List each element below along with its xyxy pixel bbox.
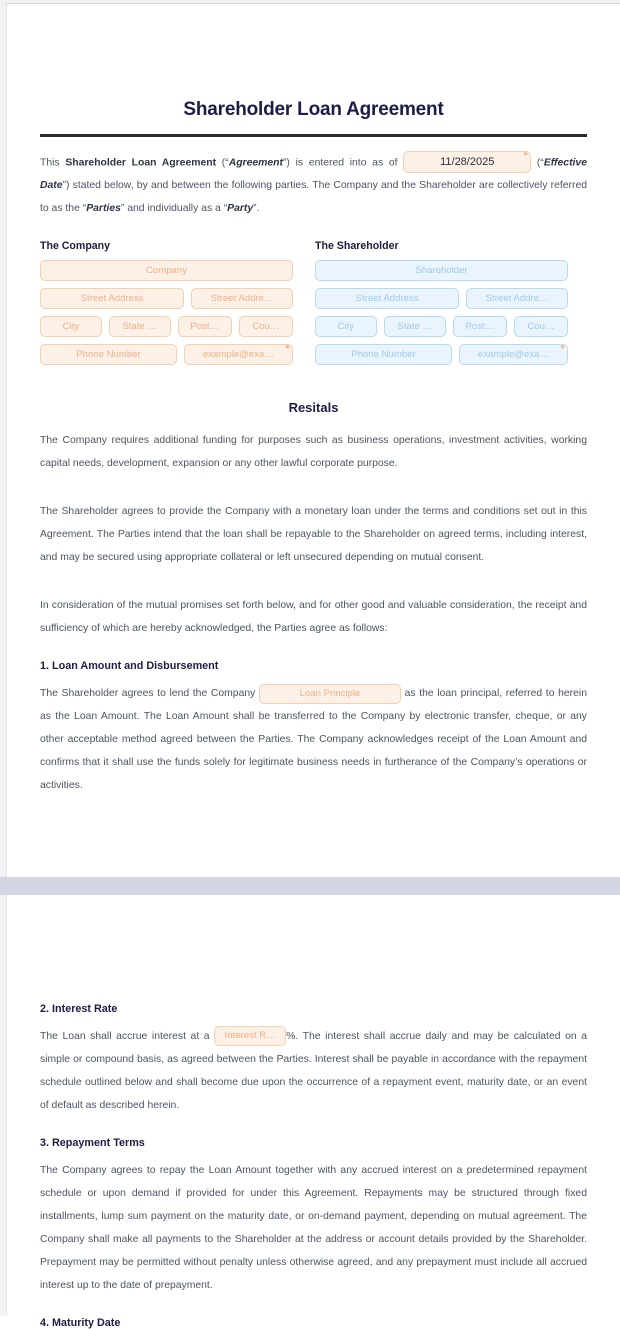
section-1-heading: 1. Loan Amount and Disbursement bbox=[40, 660, 219, 673]
interest-rate-field[interactable]: Interest R… bbox=[214, 1026, 286, 1046]
intro-effective-date-italic: Effective Date bbox=[40, 157, 587, 192]
recitals-paragraph-3: In consideration of the mutual promises set forth below, and for other good and valuable consideration, the receipt and sufficiency of which are hereby acknowledged, the Parties agree as follows: bbox=[40, 600, 587, 635]
document-page-2 bbox=[6, 895, 620, 1329]
intro-quote-close: ”) is entered into as of bbox=[282, 157, 404, 169]
shareholder-street2-field[interactable]: Street Addre… bbox=[466, 288, 568, 309]
page-2-top-spacer bbox=[40, 895, 587, 983]
recitals-paragraph-1: The Company requires additional funding for purposes such as business operations, investment activities, working capital needs, development, expansion or any other lawful corporate purpose. bbox=[40, 435, 587, 470]
shareholder-contact-row bbox=[315, 344, 568, 365]
company-postal-field[interactable]: Post… bbox=[178, 316, 232, 337]
company-email-field[interactable]: example@exa… ✳ bbox=[184, 344, 293, 365]
page-1-content bbox=[7, 4, 620, 797]
intro-quote-open: (“ bbox=[216, 157, 229, 169]
shareholder-street1-field[interactable]: Street Address bbox=[315, 288, 459, 309]
intro-parties-italic: Parties bbox=[86, 203, 121, 215]
company-street-row bbox=[40, 288, 293, 309]
company-name-row bbox=[40, 260, 293, 281]
page-title: Shareholder Loan Agreement bbox=[183, 99, 444, 120]
company-city-field[interactable]: City bbox=[40, 316, 102, 337]
recitals-heading: Resitals bbox=[288, 400, 339, 416]
intro-party-italic: Party bbox=[227, 203, 254, 215]
section-3-paragraph: The Company agrees to repay the Loan Amount together with any accrued interest on a predetermined repayment schedule or upon demand if provided for under this Agreement. Repayments may be structured through fixed installments, lump sum payment on the maturity date, or on-demand payment, depending on mutual agreement. The Company shall make all payments to the Shareholder at the address or account details provided by the Shareholder. Prepayment may be permitted without penalty unless otherwise agreed, and any prepayment must include all accrued interest up to the date of prepayment. bbox=[40, 1165, 587, 1291]
page-2-content bbox=[7, 895, 620, 1329]
shareholder-country-field[interactable]: Cou… bbox=[514, 316, 568, 337]
effective-date-field[interactable]: 11/28/2025 ✳ bbox=[403, 151, 531, 173]
intro-agreement-bold: Shareholder Loan Agreement bbox=[65, 157, 217, 169]
shareholder-email-field[interactable]: example@exa… ✳ bbox=[459, 344, 568, 365]
section-1-text-before: The Shareholder agrees to lend the Company bbox=[40, 688, 259, 700]
recitals-paragraph-2: The Shareholder agrees to provide the Company with a monetary loan under the terms and conditions set out in this Agreement. The Parties intend that the loan shall be repayable to the Shareholder on agreed terms, including interest, and may be secured using appropriate collateral or left unsecured depending on mutual consent. bbox=[40, 506, 587, 564]
section-1-text-after: as the loan principal, referred to herein as the Loan Amount. The Loan Amount shall be transferred to the Company by electronic transfer, cheque, or any other acceptable method agreed between the Parties. The Company acknowledges receipt of the Loan Amount and confirms that it shall use the funds solely for legitimate business needs in furtherance of the Company’s operations or activities. bbox=[40, 688, 587, 792]
document-page-1 bbox=[6, 3, 620, 877]
company-street1-field[interactable]: Street Address bbox=[40, 288, 184, 309]
company-street2-field[interactable]: Street Addre… bbox=[191, 288, 293, 309]
section-2-text-before: The Loan shall accrue interest at a bbox=[40, 1031, 215, 1042]
company-country-field[interactable]: Cou… bbox=[239, 316, 293, 337]
shareholder-phone-field[interactable]: Phone Number bbox=[315, 344, 452, 365]
section-1-paragraph bbox=[40, 672, 587, 797]
intro-mid: ” and individually as a “ bbox=[120, 203, 228, 215]
company-heading: The Company bbox=[40, 240, 111, 253]
intro-agreement-italic: Agreement bbox=[228, 157, 283, 169]
shareholder-name-field[interactable]: Shareholder bbox=[315, 260, 568, 281]
loan-principal-field[interactable]: Loan Principle bbox=[259, 684, 401, 704]
shareholder-city-field[interactable]: City bbox=[315, 316, 377, 337]
effective-date-wrap bbox=[403, 151, 531, 174]
page-break-divider bbox=[0, 877, 620, 895]
company-name-field[interactable]: Company bbox=[40, 260, 293, 281]
section-3-heading: 3. Repayment Terms bbox=[40, 1137, 145, 1149]
shareholder-party-block bbox=[315, 240, 568, 372]
intro-tail: ”. bbox=[253, 203, 260, 215]
company-phone-field[interactable]: Phone Number bbox=[40, 344, 177, 365]
section-2-text-after: %. The interest shall accrue daily and may be calculated on a simple or compound basis, as agreed between the Parties. Interest shall be payable in accordance with the repayment schedule outlined below and shall become due upon the occurrence of a repayment event, maturity date, or an event of default as described herein. bbox=[40, 1031, 587, 1111]
intro-after-date: (“ bbox=[531, 157, 544, 169]
company-state-field[interactable]: State … bbox=[109, 316, 171, 337]
company-locality-row bbox=[40, 316, 293, 337]
company-contact-row bbox=[40, 344, 293, 365]
shareholder-postal-field[interactable]: Post… bbox=[453, 316, 507, 337]
intro-lead: This bbox=[40, 157, 66, 169]
shareholder-state-field[interactable]: State … bbox=[384, 316, 446, 337]
shareholder-name-row bbox=[315, 260, 568, 281]
section-4-heading: 4. Maturity Date bbox=[40, 1317, 121, 1329]
shareholder-street-row bbox=[315, 288, 568, 309]
shareholder-heading: The Shareholder bbox=[315, 240, 399, 253]
intro-paragraph bbox=[40, 137, 587, 220]
parties-section bbox=[40, 220, 587, 372]
company-party-block bbox=[40, 240, 293, 372]
intro-rest: ”) stated below, by and between the following parties. The Company and the Shareholder are collectively referred to as the “ bbox=[40, 180, 587, 215]
shareholder-locality-row bbox=[315, 316, 568, 337]
section-2-heading: 2. Interest Rate bbox=[40, 1003, 118, 1015]
section-2-paragraph bbox=[40, 1015, 587, 1117]
